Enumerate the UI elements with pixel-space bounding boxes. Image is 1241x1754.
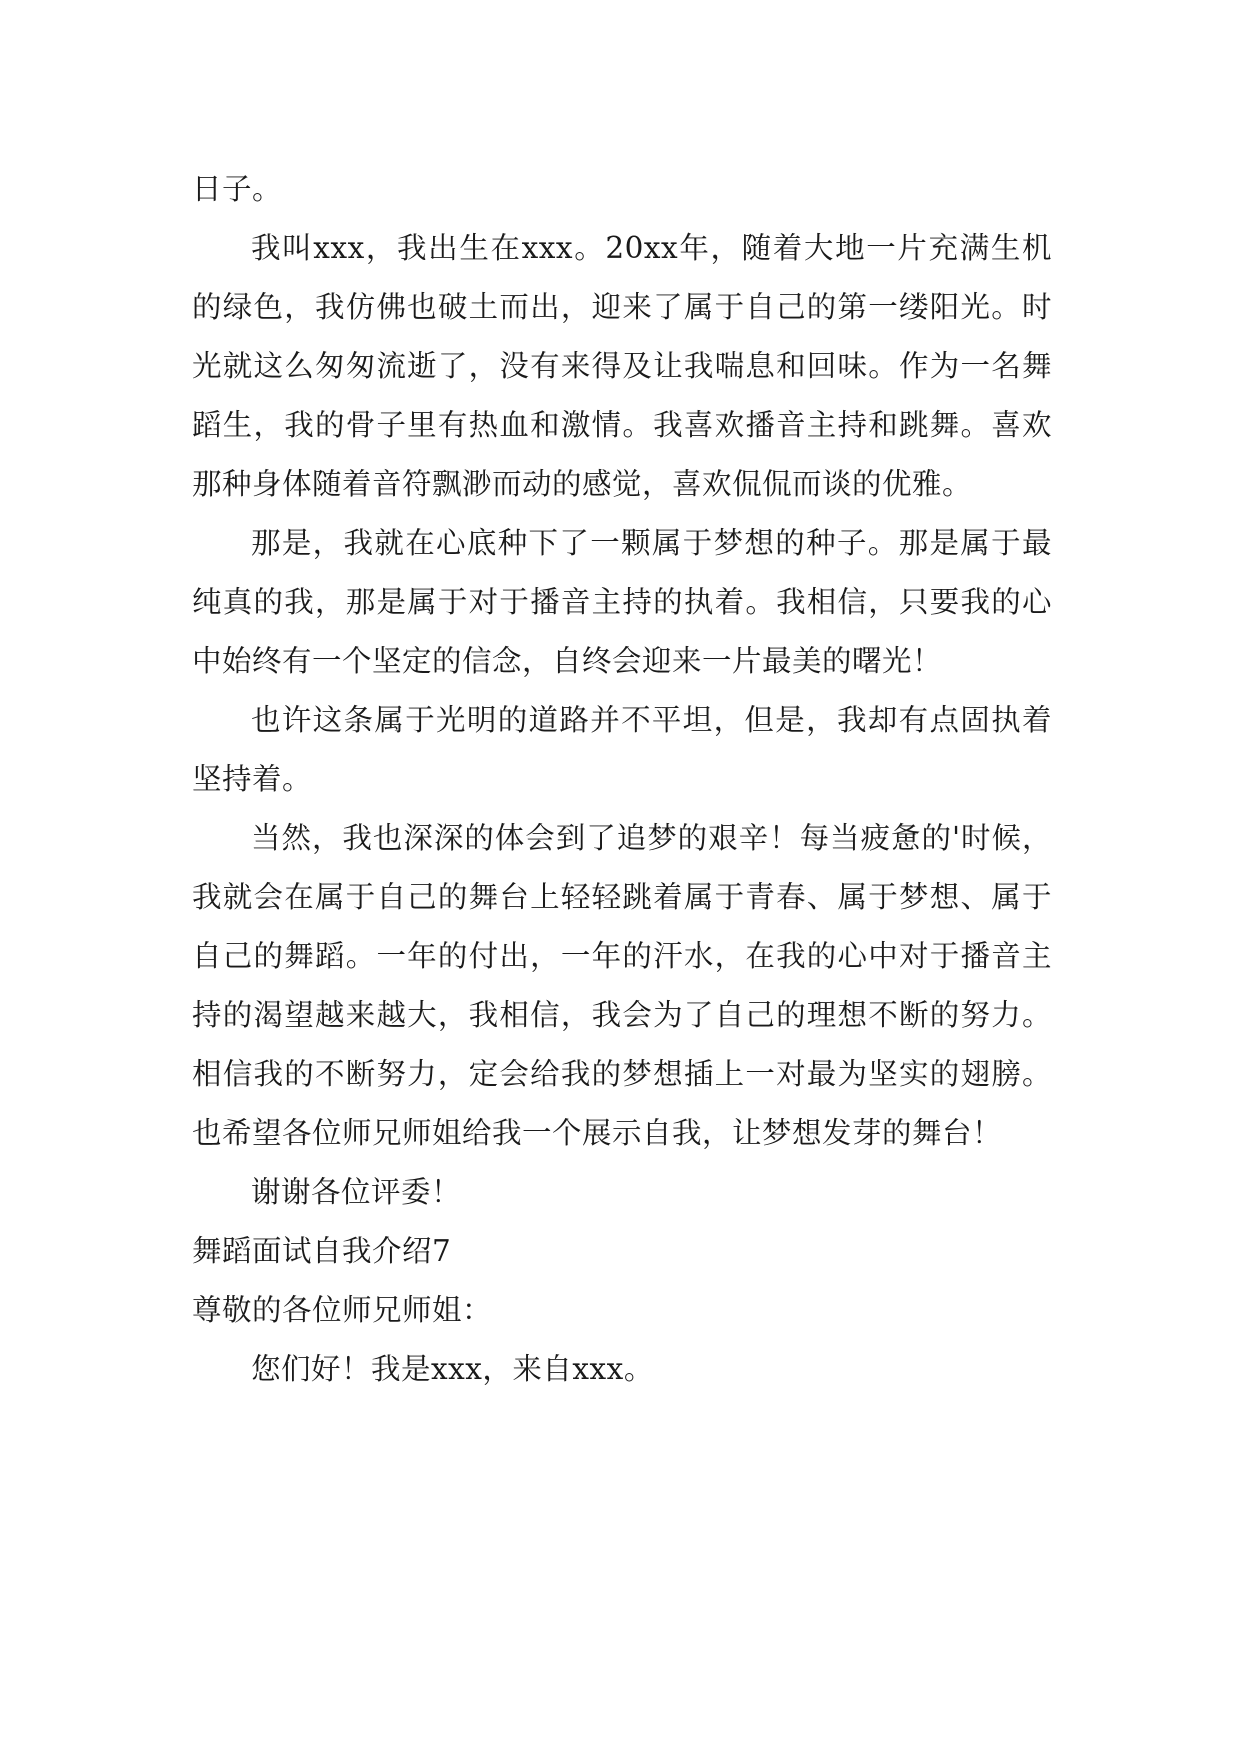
paragraph-dream-seed: 那是，我就在心底种下了一颗属于梦想的种子。那是属于最纯真的我，那是属于对于播音主持的执着。我相信，只要我的心中始终有一个坚定的信念，自终会迎来一片最美的曙光！ xyxy=(192,526,1052,678)
paragraph-continuation: 日子。 xyxy=(192,172,283,206)
paragraph-hardship: 当然，我也深深的体会到了追梦的艰辛！每当疲惫的'时候，我就会在属于自己的舞台上轻轻跳着属于青春、属于梦想、属于自己的舞蹈。一年的付出，一年的汗水，在我的心中对于播音主持的渴望越来越大，我相信，我会为了自己的理想不断的努力。相信我的不断努力，定会给我的梦想插上一对最为坚实的翅膀。也希望各位师兄师姐给我一个展示自我，让梦想发芽的舞台！ xyxy=(192,821,1052,1150)
paragraph-path: 也许这条属于光明的道路并不平坦，但是，我却有点固执着坚持着。 xyxy=(192,703,1052,796)
document-body xyxy=(192,160,1052,1399)
paragraph-self-intro: 我叫xxx，我出生在xxx。20xx年，随着大地一片充满生机的绿色，我仿佛也破土而出，迎来了属于自己的第一缕阳光。时光就这么匆匆流逝了，没有来得及让我喘息和回味。作为一名舞蹈生，我的骨子里有热血和激情。我喜欢播音主持和跳舞。喜欢那种身体随着音符飘渺而动的感觉，喜欢侃侃而谈的优雅。 xyxy=(192,231,1052,501)
paragraph-thanks: 谢谢各位评委！ xyxy=(251,1175,462,1209)
paragraph-greeting: 您们好！我是xxx，来自xxx。 xyxy=(251,1352,654,1386)
section-heading: 舞蹈面试自我介绍7 xyxy=(192,1234,452,1268)
salutation: 尊敬的各位师兄师姐： xyxy=(192,1293,493,1327)
